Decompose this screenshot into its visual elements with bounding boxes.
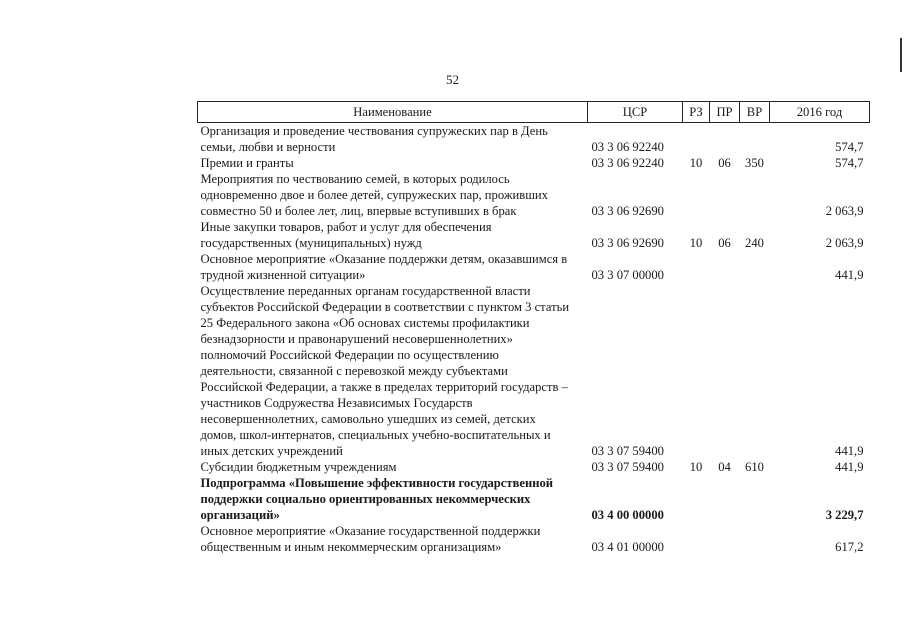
row-name-line: полномочий Российской Федерации по осуществлению bbox=[200, 348, 499, 362]
row-vr bbox=[740, 251, 770, 283]
row-name bbox=[198, 283, 588, 459]
row-rz bbox=[683, 171, 710, 219]
row-rz: 10 bbox=[689, 156, 703, 170]
table-row bbox=[198, 283, 870, 459]
row-name-line: трудной жизненной ситуации» bbox=[200, 268, 366, 282]
row-name-line: иных детских учреждений bbox=[200, 444, 343, 458]
row-rz bbox=[683, 283, 710, 459]
row-csr: 03 3 07 00000 bbox=[591, 268, 664, 282]
row-name-line: Мероприятия по чествованию семей, в которых родилось bbox=[200, 172, 510, 186]
row-name-line: деятельности, связанной с перевозкой между субъектами bbox=[200, 364, 508, 378]
row-name-line: Субсидии бюджетным учреждениям bbox=[200, 460, 397, 474]
row-pr bbox=[710, 171, 740, 219]
row-csr: 03 3 06 92240 bbox=[591, 140, 664, 154]
row-vr bbox=[740, 123, 770, 156]
table-row bbox=[198, 459, 870, 475]
row-pr bbox=[710, 123, 740, 156]
row-name-line: Основное мероприятие «Оказание государственной поддержки bbox=[200, 524, 541, 538]
table-row bbox=[198, 523, 870, 555]
table-row bbox=[198, 123, 870, 156]
row-vr: 240 bbox=[745, 236, 764, 250]
row-name-line: государственных (муниципальных) нужд bbox=[200, 236, 422, 250]
row-csr: 03 4 01 00000 bbox=[591, 540, 664, 554]
row-amount: 3 229,7 bbox=[825, 508, 864, 522]
row-name bbox=[198, 123, 588, 156]
row-name-line: общественным и иным некоммерческим организациям» bbox=[200, 540, 502, 554]
row-name-line: семьи, любви и верности bbox=[200, 140, 336, 154]
scan-edge-mark bbox=[900, 38, 902, 72]
row-amount: 2 063,9 bbox=[825, 204, 864, 218]
row-csr: 03 4 00 00000 bbox=[591, 508, 664, 522]
row-rz bbox=[683, 123, 710, 156]
header-rz: РЗ bbox=[683, 102, 710, 123]
row-csr: 03 3 07 59400 bbox=[591, 444, 664, 458]
row-name-line: участников Содружества Независимых Государств bbox=[200, 396, 473, 410]
row-amount: 441,9 bbox=[835, 268, 864, 282]
header-name: Наименование bbox=[198, 102, 588, 123]
row-name-line: безнадзорности и правонарушений несовершеннолетних» bbox=[200, 332, 513, 346]
budget-table bbox=[197, 101, 870, 555]
row-amount: 441,9 bbox=[835, 460, 864, 474]
header-csr: ЦСР bbox=[588, 102, 683, 123]
row-rz bbox=[683, 251, 710, 283]
row-vr bbox=[740, 475, 770, 523]
row-name bbox=[198, 523, 588, 555]
row-name-line: Подпрограмма «Повышение эффективности государственной bbox=[200, 476, 554, 490]
table-row bbox=[198, 219, 870, 251]
row-vr bbox=[740, 283, 770, 459]
row-pr: 06 bbox=[718, 236, 731, 250]
row-name bbox=[198, 475, 588, 523]
row-amount: 2 063,9 bbox=[825, 236, 864, 250]
table-row bbox=[198, 155, 870, 171]
row-name-line: Основное мероприятие «Оказание поддержки детям, оказавшимся в bbox=[200, 252, 568, 266]
row-name bbox=[198, 251, 588, 283]
header-pr: ПР bbox=[710, 102, 740, 123]
header-year: 2016 год bbox=[770, 102, 870, 123]
header-vr: ВР bbox=[740, 102, 770, 123]
row-amount: 441,9 bbox=[835, 444, 864, 458]
row-name bbox=[198, 171, 588, 219]
row-name-line: Осуществление переданных органам государственной власти bbox=[200, 284, 531, 298]
row-name-line: одновременно двое и более детей, супружеских пар, проживших bbox=[200, 188, 548, 202]
row-name-line: Премии и гранты bbox=[200, 156, 294, 170]
table-row bbox=[198, 171, 870, 219]
row-name-line: 25 Федерального закона «Об основах системы профилактики bbox=[200, 316, 530, 330]
row-rz bbox=[683, 475, 710, 523]
row-pr bbox=[710, 523, 740, 555]
row-amount: 617,2 bbox=[835, 540, 864, 554]
table-header bbox=[198, 102, 870, 123]
row-name-line: Российской Федерации, а также в пределах территорий государств – bbox=[200, 380, 568, 394]
table-row bbox=[198, 475, 870, 523]
row-pr bbox=[710, 475, 740, 523]
row-rz: 10 bbox=[689, 460, 703, 474]
row-name-line: несовершеннолетних, самовольно ушедших из семей, детских bbox=[200, 412, 536, 426]
row-pr: 04 bbox=[718, 460, 731, 474]
row-vr bbox=[740, 171, 770, 219]
row-rz bbox=[683, 523, 710, 555]
row-name bbox=[198, 155, 588, 171]
row-csr: 03 3 06 92240 bbox=[591, 156, 664, 170]
row-name-line: поддержки социально ориентированных некоммерческих bbox=[200, 492, 531, 506]
row-pr bbox=[710, 251, 740, 283]
row-name-line: Иные закупки товаров, работ и услуг для обеспечения bbox=[200, 220, 492, 234]
page-number: 52 bbox=[446, 72, 459, 87]
row-pr bbox=[710, 283, 740, 459]
row-name-line: домов, школ-интернатов, специальных учебно-воспитательных и bbox=[200, 428, 551, 442]
row-csr: 03 3 07 59400 bbox=[591, 460, 664, 474]
row-name bbox=[198, 459, 588, 475]
row-rz: 10 bbox=[689, 236, 703, 250]
row-amount: 574,7 bbox=[835, 140, 864, 154]
row-name-line: Организация и проведение чествования супружеских пар в День bbox=[200, 124, 548, 138]
row-name-line: организаций» bbox=[200, 508, 280, 522]
row-csr: 03 3 06 92690 bbox=[591, 204, 664, 218]
row-name-line: совместно 50 и более лет, лиц, впервые вступивших в брак bbox=[200, 204, 517, 218]
row-name bbox=[198, 219, 588, 251]
row-name-line: субъектов Российской Федерации в соответствии с пунктом 3 статьи bbox=[200, 300, 570, 314]
row-vr bbox=[740, 523, 770, 555]
row-vr: 610 bbox=[745, 460, 764, 474]
row-pr: 06 bbox=[718, 156, 731, 170]
row-csr: 03 3 06 92690 bbox=[591, 236, 664, 250]
table-row bbox=[198, 251, 870, 283]
table-body bbox=[198, 123, 870, 556]
row-vr: 350 bbox=[745, 156, 764, 170]
row-amount: 574,7 bbox=[835, 156, 864, 170]
